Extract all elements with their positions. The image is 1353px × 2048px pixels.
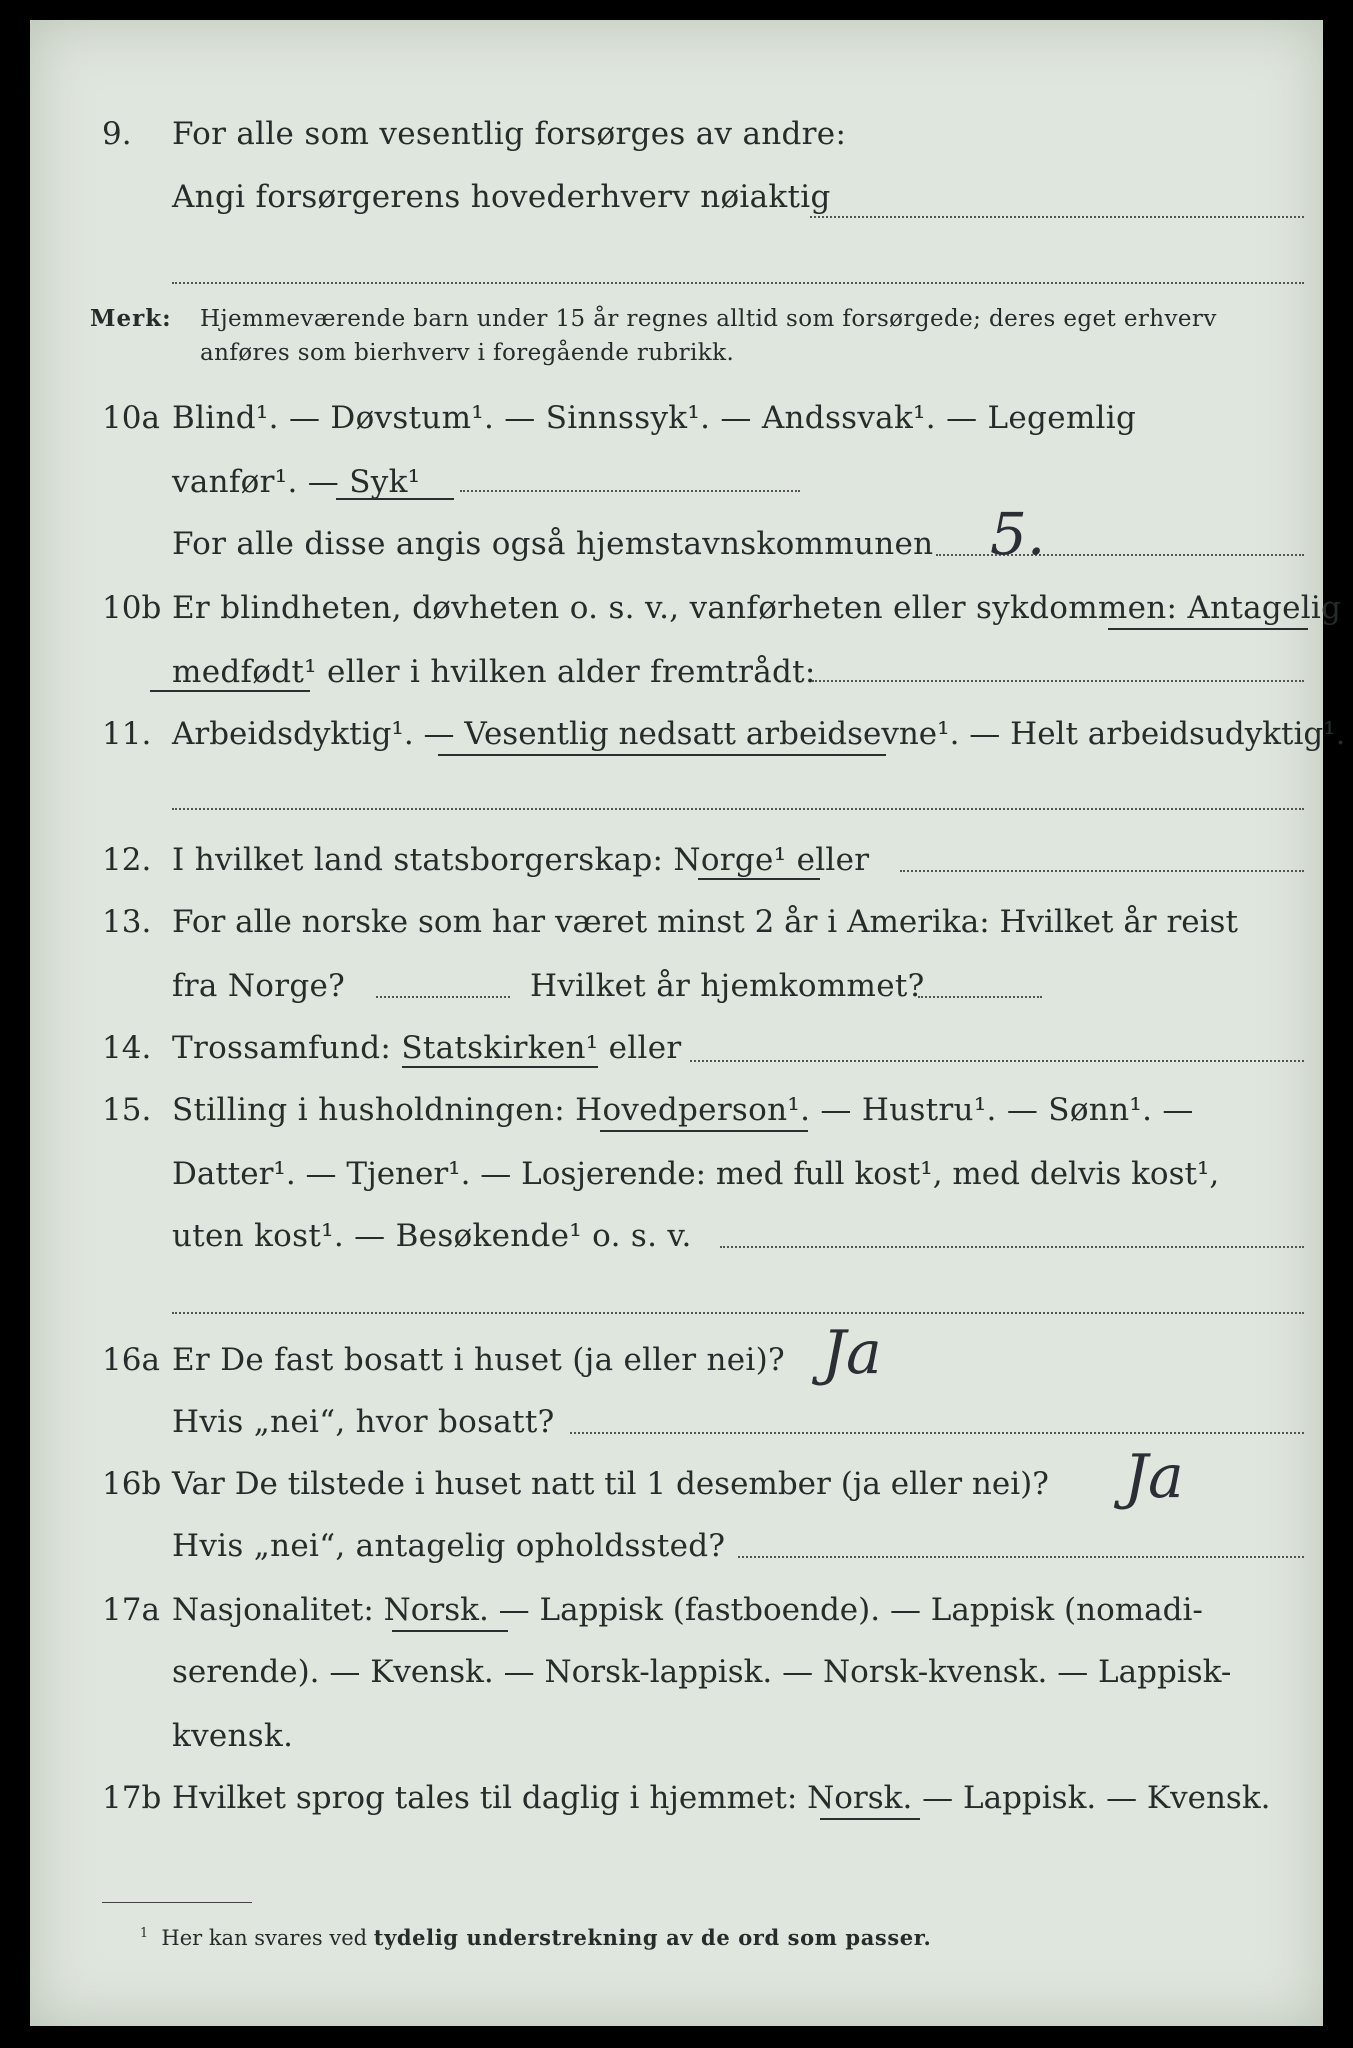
q10a-handwritten-answer: 5.: [990, 500, 1046, 568]
norsk-nationality-underlined: Norsk.: [383, 1592, 489, 1628]
census-form-page: [30, 20, 1346, 2026]
merk-line2: anføres som bierhverv i foregående rubrikk.: [200, 340, 735, 366]
q16b-line2: Hvis „nei“, antagelig opholdssted?: [172, 1528, 726, 1564]
q9-number: 9.: [102, 116, 132, 152]
syk-underlined: Syk¹: [349, 464, 421, 500]
q9-answer-line-2[interactable]: [172, 282, 1304, 284]
hovedperson-underlined: Hovedperson¹: [575, 1092, 801, 1128]
q17a-number: 17a: [102, 1592, 160, 1628]
norsk-language-underlined: Norsk.: [807, 1780, 913, 1816]
q15-line3: uten kost¹. — Besøkende¹ o. s. v.: [172, 1218, 692, 1254]
q13-line2b: Hvilket år hjemkommet?: [530, 968, 925, 1004]
q15-line1: Stilling i husholdningen: Hovedperson¹. — Hustru¹. — Sønn¹. —: [172, 1092, 1194, 1128]
norsk-language-underline-mark: [820, 1818, 920, 1820]
norsk-nationality-underline-mark: [392, 1630, 508, 1632]
statskirken-underline-mark: [402, 1066, 598, 1068]
q16a-answer-line[interactable]: [570, 1432, 1304, 1434]
q17a-line2: serende). — Kvensk. — Norsk-lappisk. — Norsk-kvensk. — Lappisk-: [172, 1654, 1232, 1690]
q10a-answer-line[interactable]: [460, 490, 800, 492]
q15-answer-line[interactable]: [720, 1246, 1304, 1248]
q17a-line1: Nasjonalitet: Norsk. — Lappisk (fastboende). — Lappisk (nomadi-: [172, 1592, 1203, 1628]
norge-underline-mark: [698, 878, 820, 880]
footnote: $^1$ Her kan svares ved tydelig understrekning av de ord som passer.: [140, 1925, 932, 1950]
norge-underlined: Norge¹: [673, 842, 787, 878]
q11-number: 11.: [102, 716, 152, 752]
q16b-number: 16b: [102, 1466, 162, 1502]
hovedperson-underline-mark: [600, 1130, 808, 1132]
q15-line2: Datter¹. — Tjener¹. — Losjerende: med full kost¹, med delvis kost¹,: [172, 1156, 1220, 1192]
q9-line1: For alle som vesentlig forsørges av andre:: [172, 116, 847, 152]
q14-text: Trossamfund: Statskirken¹ eller: [172, 1030, 682, 1066]
medfodt-underline-mark: [150, 690, 310, 692]
merk-line1: Hjemmeværende barn under 15 år regnes alltid som forsørgede; deres eget erhverv: [200, 306, 1217, 332]
q10b-answer-line[interactable]: [812, 680, 1304, 682]
statskirken-underlined: Statskirken¹: [401, 1030, 599, 1066]
vesentlig-underlined: Vesentlig nedsatt arbeidsevne: [464, 716, 938, 752]
q10a-line2: vanfør¹. — Syk¹: [172, 464, 421, 500]
q10b-number: 10b: [102, 590, 162, 626]
q12-number: 12.: [102, 842, 152, 878]
q16b-line1: Var De tilstede i huset natt til 1 desember (ja eller nei)?: [172, 1466, 1049, 1502]
q10b-line1: Er blindheten, døvheten o. s. v., vanførheten eller sykdommen: Antagelig: [172, 590, 1342, 626]
q17b-text: Hvilket sprog tales til daglig i hjemmet: Norsk. — Lappisk. — Kvensk.: [172, 1780, 1271, 1816]
q9-answer-line[interactable]: [810, 216, 1304, 218]
q11-text: Arbeidsdyktig¹. — Vesentlig nedsatt arbeidsevne¹. — Helt arbeidsudyktig¹.: [172, 716, 1346, 752]
q15-number: 15.: [102, 1092, 152, 1128]
q17a-line3: kvensk.: [172, 1718, 294, 1754]
q11-answer-line[interactable]: [172, 808, 1304, 810]
q10a-number: 10a: [102, 400, 160, 436]
q16a-number: 16a: [102, 1342, 160, 1378]
q13-number: 13.: [102, 904, 152, 940]
q14-number: 14.: [102, 1030, 152, 1066]
q9-line2: Angi forsørgerens hovederhverv nøiaktig: [172, 179, 831, 215]
q12-answer-line[interactable]: [900, 870, 1304, 872]
q10b-line2: medfødt¹ eller i hvilken alder fremtrådt:: [172, 654, 816, 690]
q13-line1: For alle norske som har været minst 2 år i Amerika: Hvilket år reist: [172, 904, 1238, 940]
q13-line2a: fra Norge?: [172, 968, 346, 1004]
q10a-line1: Blind¹. — Døvstum¹. — Sinnssyk¹. — Andssvak¹. — Legemlig: [172, 400, 1137, 436]
q12-text: I hvilket land statsborgerskap: Norge¹ eller: [172, 842, 870, 878]
syk-underline-mark: [336, 498, 454, 500]
footnote-rule: [102, 1902, 252, 1903]
q16b-answer-line[interactable]: [738, 1556, 1304, 1558]
q16a-line1: Er De fast bosatt i huset (ja eller nei)?: [172, 1342, 785, 1378]
q16a-line2: Hvis „nei“, hvor bosatt?: [172, 1404, 555, 1440]
antagelig-underline-mark: [1108, 628, 1308, 630]
footnote-mark: 1: [140, 1925, 149, 1940]
merk-label: Merk:: [90, 305, 172, 332]
antagelig-underlined: Antagelig: [1187, 590, 1342, 626]
q13-hjemkommet-answer-line[interactable]: [918, 996, 1042, 998]
q16a-handwritten-answer: Ja: [822, 1318, 882, 1388]
q10a-line3: For alle disse angis også hjemstavnskommunen: [172, 526, 934, 562]
q14-answer-line[interactable]: [690, 1060, 1304, 1062]
q15-answer-line-2[interactable]: [172, 1312, 1304, 1314]
q17b-number: 17b: [102, 1780, 162, 1816]
q16b-handwritten-answer: Ja: [1124, 1442, 1184, 1512]
vesentlig-underline-mark: [438, 754, 886, 756]
q13-reist-answer-line[interactable]: [376, 996, 510, 998]
